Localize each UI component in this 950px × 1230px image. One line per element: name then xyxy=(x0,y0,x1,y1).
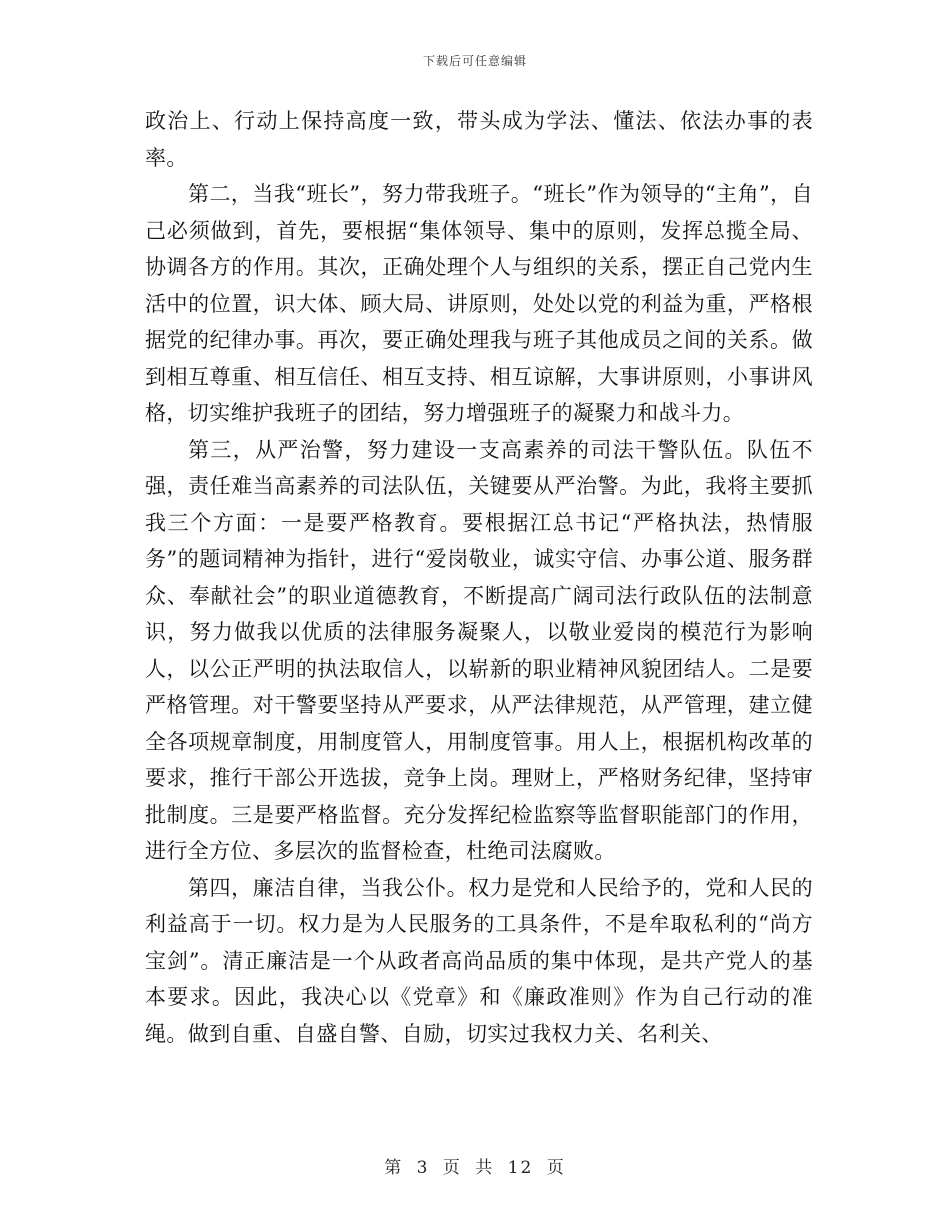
page-header: 下载后可任意编辑 xyxy=(422,54,527,68)
paragraph-3: 第三，从严治警，努力建设一支高素养的司法干警队伍。队伍不强，责任难当高素养的司法队伍，关键要从严治警。为此，我将主要抓我三个方面：一是要严格教育。要根据江总书记“严格执法，热情服务”的题词精神为指针，进行“爱岗敬业，诚实守信、办事公道、服务群众、奉献社会”的职业道德教育，不断提高广阔司法行政队伍的法制意识，努力做我以优质的法律服务凝聚人，以敬业爱岗的模范行为影响人，以公正严明的执法取信人，以崭新的职业精神风貌团结人。二是要严格管理。对干警要坚持从严要求，从严法律规范，从严管理，建立健全各项规章制度，用制度管人，用制度管事。用人上，根据机构改革的要求，推行干部公开选拔，竞争上岗。理财上，严格财务纪律，坚持审批制度。三是要严格监督。充分发挥纪检监察等监督职能部门的作用，进行全方位、多层次的监督检查，杜绝司法腐败。 xyxy=(145,437,813,863)
paragraph-4: 第四，廉洁自律，当我公仆。权力是党和人民给予的，党和人民的利益高于一切。权力是为人民服务的工具条件，不是牟取私利的“尚方宝剑”。清正廉洁是一个从政者高尚品质的集中体现，是共产党人的基本要求。因此，我决心以《党章》和《廉政准则》作为自己行动的准绳。做到自重、自盛自警、自励，切实过我权力关、名利关、 xyxy=(145,875,813,1046)
page-footer: 第 3 页 共 12 页 xyxy=(384,1158,566,1178)
paragraph-2: 第二，当我“班长”，努力带我班子。“班长”作为领导的“主角”，自己必须做到，首先，要根据“集体领导、集中的原则，发挥总揽全局、协调各方的作用。其次，正确处理个人与组织的关系，摆正自己党内生活中的位置，识大体、顾大局、讲原则，处处以党的利益为重，严格根据党的纪律办事。再次，要正确处理我与班子其他成员之间的关系。做到相互尊重、相互信任、相互支持、相互谅解，大事讲原则，小事讲风格，切实维护我班子的团结，努力增强班子的凝聚力和战斗力。 xyxy=(145,182,813,425)
paragraph-1: 政治上、行动上保持高度一致，带头成为学法、懂法、依法办事的表率。 xyxy=(145,109,813,170)
document-body xyxy=(145,103,813,1052)
